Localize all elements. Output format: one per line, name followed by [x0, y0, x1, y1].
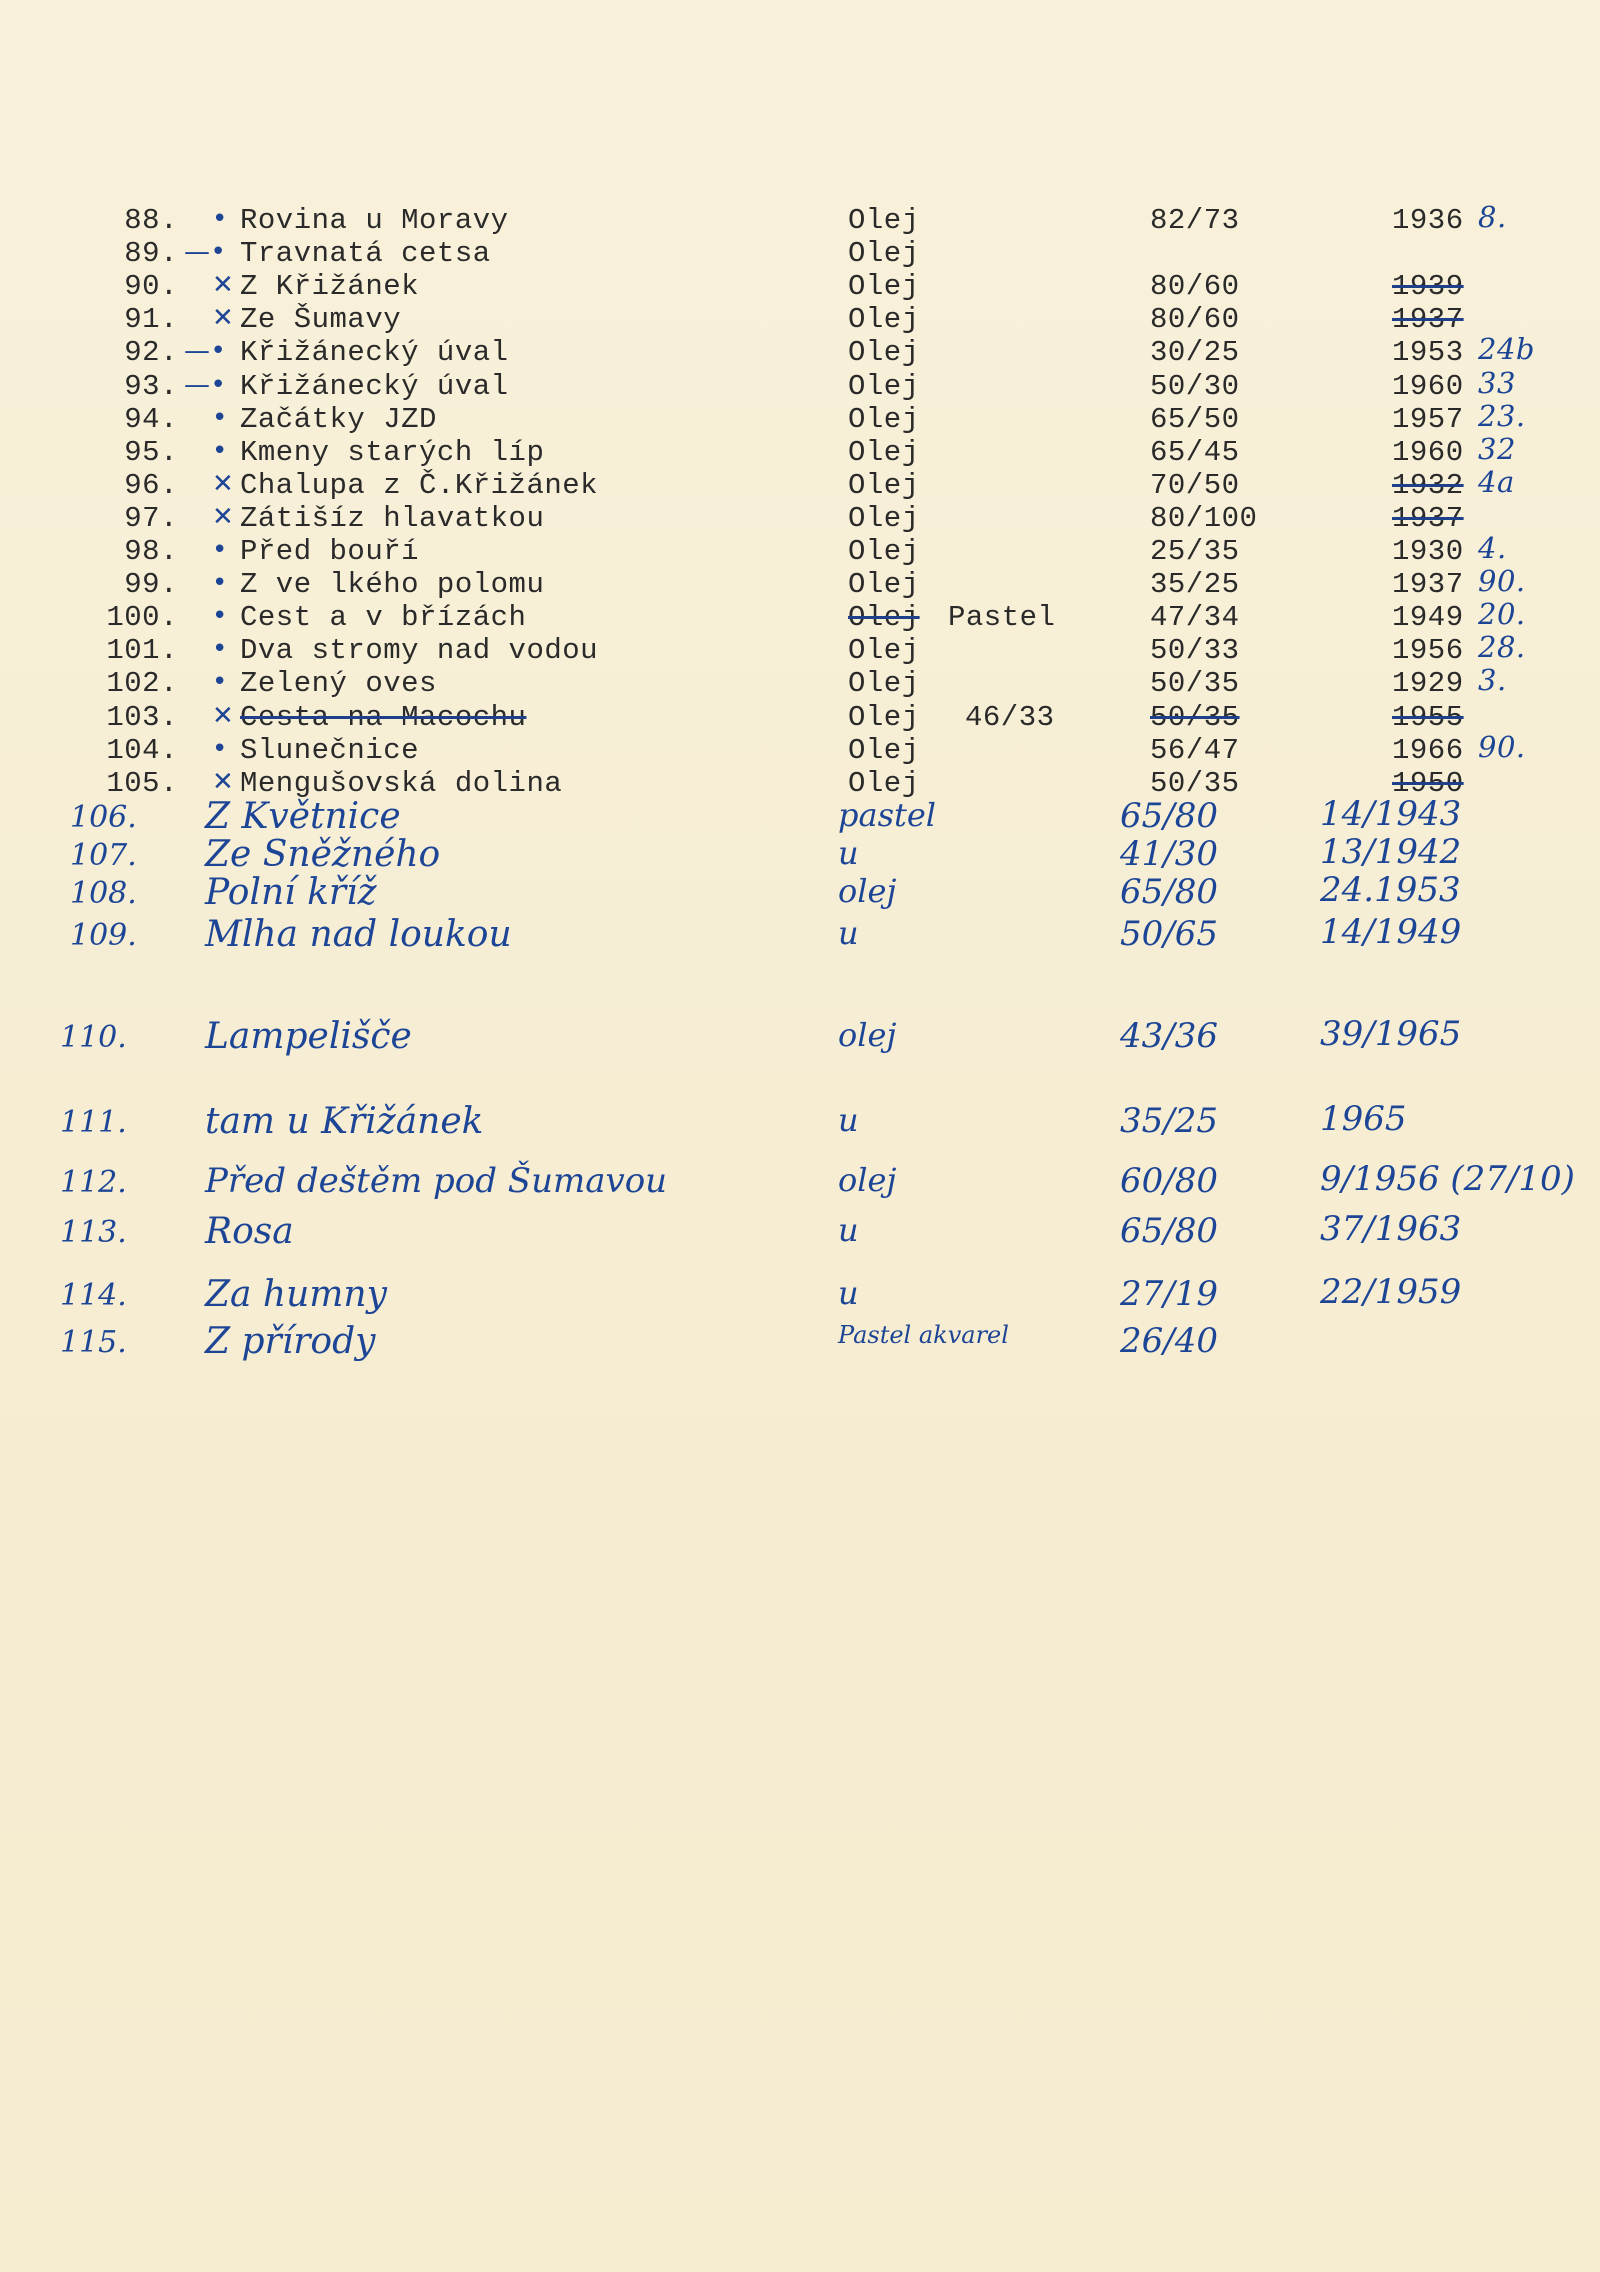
row-number: 102.	[106, 667, 178, 701]
handwritten-number: 112.	[60, 1165, 127, 1200]
row-number: 93.	[124, 369, 178, 403]
painting-year: 1937	[1392, 568, 1464, 602]
painting-year: 1955	[1392, 700, 1464, 734]
handwritten-medium: u	[838, 1274, 859, 1312]
painting-title: Cest a v břízách	[240, 601, 527, 635]
cross-mark-icon: ✕	[212, 501, 235, 532]
ink-annotation: 90.	[1478, 564, 1526, 599]
cross-mark-icon: ✕	[212, 303, 235, 334]
painting-title: Z ve lkého polomu	[240, 568, 545, 602]
row-number: 100.	[106, 601, 178, 635]
ink-annotation: 33	[1478, 365, 1516, 400]
ink-annotation: 28.	[1478, 630, 1526, 665]
painting-size: 65/45	[1150, 435, 1240, 469]
painting-size: 50/35	[1150, 667, 1240, 701]
handwritten-year: 22/1959	[1320, 1272, 1462, 1312]
handwritten-size: 26/40	[1120, 1321, 1218, 1361]
painting-year: 1939	[1392, 270, 1464, 304]
row-number: 101.	[106, 634, 178, 668]
typed-row	[0, 398, 1600, 436]
painting-medium: Olej	[848, 270, 920, 304]
dot-mark-icon: •	[212, 634, 228, 665]
painting-medium: Olej	[848, 634, 920, 668]
painting-size: 30/25	[1150, 336, 1240, 370]
row-number: 104.	[106, 733, 178, 767]
painting-title: Začátky JZD	[240, 402, 437, 436]
painting-title: Křižánecký úval	[240, 336, 509, 370]
dot-mark-icon: •	[212, 402, 228, 433]
handwritten-year: 9/1956 (27/10)	[1320, 1159, 1575, 1199]
painting-size: 25/35	[1150, 535, 1240, 568]
painting-year: 1957	[1392, 402, 1464, 436]
dot-mark-icon: —•	[184, 336, 227, 367]
dot-mark-icon: •	[212, 535, 228, 565]
painting-year: 1949	[1392, 601, 1464, 635]
painting-title: Rovina u Moravy	[240, 204, 509, 237]
row-number: 105.	[106, 766, 178, 800]
extra-entry: 46/33	[965, 700, 1055, 734]
cross-mark-icon: ✕	[212, 700, 235, 731]
handwritten-medium: olej	[838, 1161, 897, 1199]
painting-medium: Olej	[848, 402, 920, 436]
painting-title: Křižánecký úval	[240, 369, 509, 403]
handwritten-number: 115.	[60, 1325, 127, 1360]
dot-mark-icon: •	[212, 667, 228, 698]
row-number: 103.	[106, 700, 178, 734]
painting-title: Cesta na Macochu	[240, 700, 527, 734]
painting-title: Kmeny starých líp	[240, 435, 545, 469]
handwritten-title: Před deštěm pod Šumavou	[205, 1161, 668, 1201]
handwritten-title: Z Květnice	[205, 796, 401, 837]
row-number: 95.	[124, 435, 178, 469]
painting-size: 35/25	[1150, 568, 1240, 602]
painting-medium: Olej	[848, 468, 920, 502]
painting-size: 82/73	[1150, 204, 1240, 237]
painting-size: 65/50	[1150, 402, 1240, 436]
row-number: 94.	[124, 402, 178, 436]
handwritten-medium: pastel	[838, 796, 937, 834]
handwritten-title: Ze Sněžného	[205, 834, 441, 875]
painting-year: 1937	[1392, 303, 1464, 337]
dot-mark-icon: •	[212, 204, 228, 234]
painting-year: 1953	[1392, 336, 1464, 370]
typed-row	[0, 303, 1600, 336]
typed-row	[0, 701, 1600, 734]
painting-title: Chalupa z Č.Křižánek	[240, 468, 599, 502]
row-number: 92.	[124, 336, 178, 370]
handwritten-number: 108.	[70, 876, 137, 911]
handwritten-title: Za humny	[205, 1274, 387, 1315]
painting-medium: Olej	[848, 766, 920, 800]
painting-year: 1936	[1392, 204, 1464, 237]
painting-size: 70/50	[1150, 468, 1240, 502]
painting-title: Ze Šumavy	[240, 303, 402, 337]
painting-size: 50/35	[1150, 766, 1240, 800]
extra-entry: Pastel	[948, 601, 1056, 635]
painting-size: 50/30	[1150, 369, 1240, 403]
row-number: 90.	[124, 270, 178, 304]
dot-mark-icon: •	[212, 733, 228, 764]
handwritten-year: 1965	[1320, 1099, 1407, 1139]
row-number: 99.	[124, 568, 178, 602]
painting-title: Z Křižánek	[240, 270, 420, 304]
painting-year: 1950	[1392, 766, 1464, 800]
ink-annotation: 3.	[1478, 663, 1507, 698]
painting-size: 80/60	[1150, 270, 1240, 304]
dot-mark-icon: •	[212, 435, 228, 466]
painting-title: Dva stromy nad vodou	[240, 634, 599, 668]
ink-annotation: 90.	[1478, 729, 1526, 764]
handwritten-size: 65/80	[1120, 1211, 1218, 1251]
typed-row	[0, 663, 1600, 701]
painting-year: 1929	[1392, 667, 1464, 701]
painting-medium: Olej	[848, 204, 920, 237]
painting-medium: Olej	[848, 568, 920, 602]
typed-row	[0, 332, 1600, 370]
handwritten-size: 27/19	[1120, 1274, 1218, 1314]
painting-title: Zelený oves	[240, 667, 437, 701]
row-number: 91.	[124, 303, 178, 337]
painting-medium: Olej	[848, 667, 920, 701]
ink-annotation: 4.	[1478, 531, 1507, 565]
handwritten-medium: u	[838, 914, 859, 952]
typed-row	[0, 597, 1600, 635]
handwritten-number: 107.	[70, 838, 137, 873]
ink-annotation: 32	[1478, 431, 1516, 466]
painting-medium: Olej	[848, 237, 920, 271]
handwritten-size: 41/30	[1120, 834, 1218, 874]
handwritten-title: Polní kříž	[205, 872, 377, 913]
ink-annotation: 20.	[1478, 597, 1526, 632]
dot-mark-icon: —•	[184, 237, 227, 268]
cross-mark-icon: ✕	[212, 468, 235, 499]
dot-mark-icon: •	[212, 568, 228, 599]
handwritten-number: 111.	[60, 1105, 127, 1140]
ink-annotation: 8.	[1478, 200, 1507, 234]
typed-row	[0, 464, 1600, 502]
painting-title: Mengušovská dolina	[240, 766, 563, 800]
painting-title: Před bouří	[240, 535, 420, 568]
painting-title: Slunečnice	[240, 733, 420, 767]
handwritten-number: 109.	[70, 918, 137, 953]
handwritten-size: 60/80	[1120, 1161, 1218, 1201]
painting-medium: Olej	[848, 336, 920, 370]
handwritten-year: 39/1965	[1320, 1014, 1462, 1054]
handwritten-year: 24.1953	[1320, 870, 1461, 910]
painting-year: 1937	[1392, 501, 1464, 535]
painting-medium: Olej	[848, 700, 920, 734]
handwritten-size: 43/36	[1120, 1016, 1218, 1056]
row-number: 89.	[124, 237, 178, 271]
ink-annotation: 23.	[1478, 398, 1526, 433]
painting-medium: Olej	[848, 435, 920, 469]
row-number: 98.	[124, 535, 178, 568]
painting-medium: Olej	[848, 733, 920, 767]
painting-medium: Olej	[848, 369, 920, 403]
painting-year: 1966	[1392, 733, 1464, 767]
cross-mark-icon: ✕	[212, 270, 235, 301]
cross-mark-icon: ✕	[212, 766, 235, 797]
painting-medium: Olej	[848, 535, 920, 568]
handwritten-number: 113.	[60, 1215, 127, 1250]
ink-annotation: 4a	[1478, 464, 1515, 499]
handwritten-medium: u	[838, 834, 859, 872]
handwritten-medium: Pastel akvarel	[838, 1321, 1009, 1349]
dot-mark-icon: •	[212, 601, 228, 632]
painting-year: 1960	[1392, 435, 1464, 469]
painting-title: Zátišíz hlavatkou	[240, 501, 545, 535]
handwritten-title: Lampelišče	[205, 1016, 412, 1057]
painting-size: 80/100	[1150, 501, 1258, 535]
handwritten-medium: olej	[838, 872, 897, 910]
handwritten-size: 50/65	[1120, 914, 1218, 954]
typed-row	[0, 431, 1600, 469]
typed-row	[0, 564, 1600, 602]
handwritten-title: Mlha nad loukou	[205, 914, 512, 955]
ink-annotation: 24b	[1478, 332, 1535, 367]
row-number: 97.	[124, 501, 178, 535]
typed-row	[0, 630, 1600, 668]
typed-row	[0, 237, 1600, 270]
painting-size: 50/35	[1150, 700, 1240, 734]
row-number: 88.	[124, 204, 178, 237]
handwritten-size: 35/25	[1120, 1101, 1218, 1141]
row-number: 96.	[124, 468, 178, 502]
painting-size: 47/34	[1150, 601, 1240, 635]
handwritten-medium: olej	[838, 1016, 897, 1054]
typed-row	[0, 531, 1600, 568]
typed-row	[0, 502, 1600, 535]
handwritten-number: 110.	[60, 1020, 127, 1055]
handwritten-year: 14/1949	[1320, 912, 1462, 952]
painting-year: 1932	[1392, 468, 1464, 502]
handwritten-size: 65/80	[1120, 796, 1218, 836]
handwritten-title: tam u Křižánek	[205, 1101, 484, 1142]
typed-row	[0, 270, 1600, 303]
painting-title: Travnatá cetsa	[240, 237, 491, 271]
painting-year: 1960	[1392, 369, 1464, 403]
painting-year: 1956	[1392, 634, 1464, 668]
handwritten-title: Z přírody	[205, 1321, 376, 1362]
painting-medium: Olej	[848, 303, 920, 337]
painting-medium: Olej	[848, 601, 920, 635]
painting-medium: Olej	[848, 501, 920, 535]
painting-size: 50/33	[1150, 634, 1240, 668]
handwritten-medium: u	[838, 1101, 859, 1139]
dot-mark-icon: —•	[184, 369, 227, 400]
handwritten-title: Rosa	[205, 1211, 294, 1252]
handwritten-medium: u	[838, 1211, 859, 1249]
painting-size: 56/47	[1150, 733, 1240, 767]
painting-size: 80/60	[1150, 303, 1240, 337]
handwritten-size: 65/80	[1120, 872, 1218, 912]
handwritten-number: 106.	[70, 800, 137, 835]
painting-year: 1930	[1392, 535, 1464, 568]
handwritten-year: 37/1963	[1320, 1209, 1462, 1249]
typed-row	[0, 729, 1600, 767]
handwritten-year: 14/1943	[1320, 794, 1462, 834]
handwritten-number: 114.	[60, 1278, 127, 1313]
typed-row	[0, 365, 1600, 403]
handwritten-year: 13/1942	[1320, 832, 1462, 872]
typed-row	[0, 200, 1600, 237]
